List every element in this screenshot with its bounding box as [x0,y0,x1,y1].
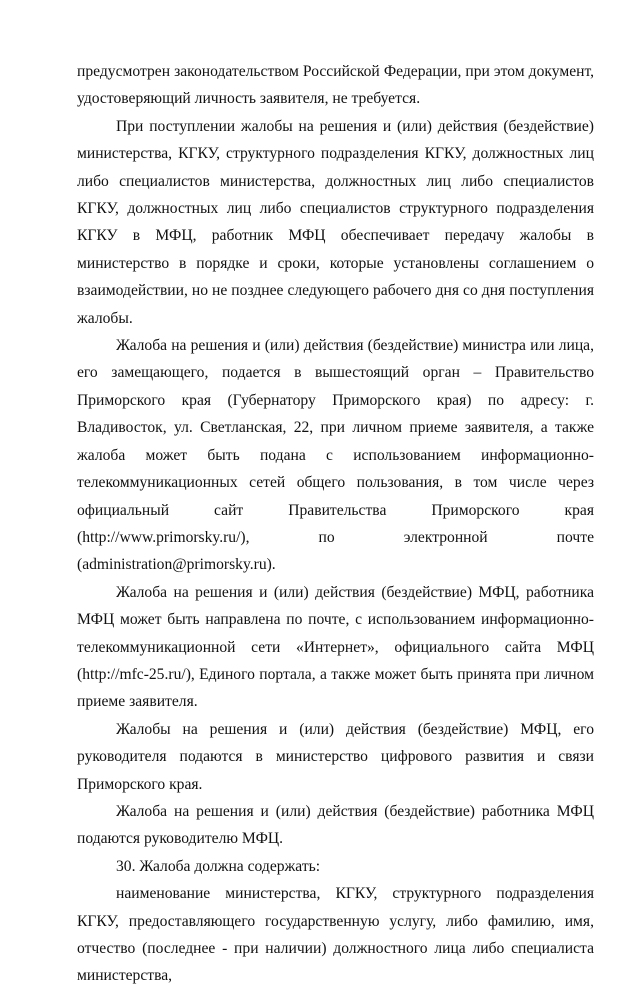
document-body [77,58,594,990]
paragraph-complaint-contents: наименование министерства, КГКУ, структурного подразделения КГКУ, предоставляющего государственную услугу, либо фамилию, имя, отчество (последнее - при наличии) должностного лица либо специалиста министерства, [77,885,594,985]
paragraph-mfc-worker-complaint: Жалоба на решения и (или) действия (бездействие) работника МФЦ подаются руководителю МФЦ. [77,802,594,848]
paragraph-mfc-head-complaint: Жалобы на решения и (или) действия (бездействие) МФЦ, его руководителя подаются в министерство цифрового развития и связи Приморского края. [77,720,594,793]
paragraph-minister-complaint: Жалоба на решения и (или) действия (бездействие) министра или лица, его замещающего, подается в вышестоящий орган – Правительство Приморского края (Губернатору Приморского края) по адресу: г. Владивосток, ул. Светланская, 22, при личном приеме заявителя, а также жалоба может быть подана с использованием информационно-телекоммуникационных сетей общего пользования, в том числе через официальный сайт Правительства Приморского края (http://www.primorsky.ru/), по электронной почте (administration@primorsky.ru). [77,337,594,574]
paragraph-item-30: 30. Жалоба должна содержать: [116,857,321,875]
paragraph-continuation: предусмотрен законодательством Российской Федерации, при этом документ, удостоверяющий личность заявителя, не требуется. [77,63,594,108]
paragraph-mfc-complaint-transfer: При поступлении жалобы на решения и (или) действия (бездействие) министерства, КГКУ, структурного подразделения КГКУ, должностных лиц либо специалистов министерства, должностных лиц либо специалистов КГКУ, должностных лиц либо специалистов структурного подразделения КГКУ в МФЦ, работник МФЦ обеспечивает передачу жалобы в министерство в порядке и сроки, которые установлены соглашением о взаимодействии, но не позднее следующего рабочего дня со дня поступления жалобы. [77,117,594,327]
paragraph-mfc-complaint-channels: Жалоба на решения и (или) действия (бездействие) МФЦ, работника МФЦ может быть направлена по почте, с использованием информационно-телекоммуникационной сети «Интернет», официального сайта МФЦ (http://mfc-25.ru/), Единого портала, а также может быть принята при личном приеме заявителя. [77,583,594,711]
